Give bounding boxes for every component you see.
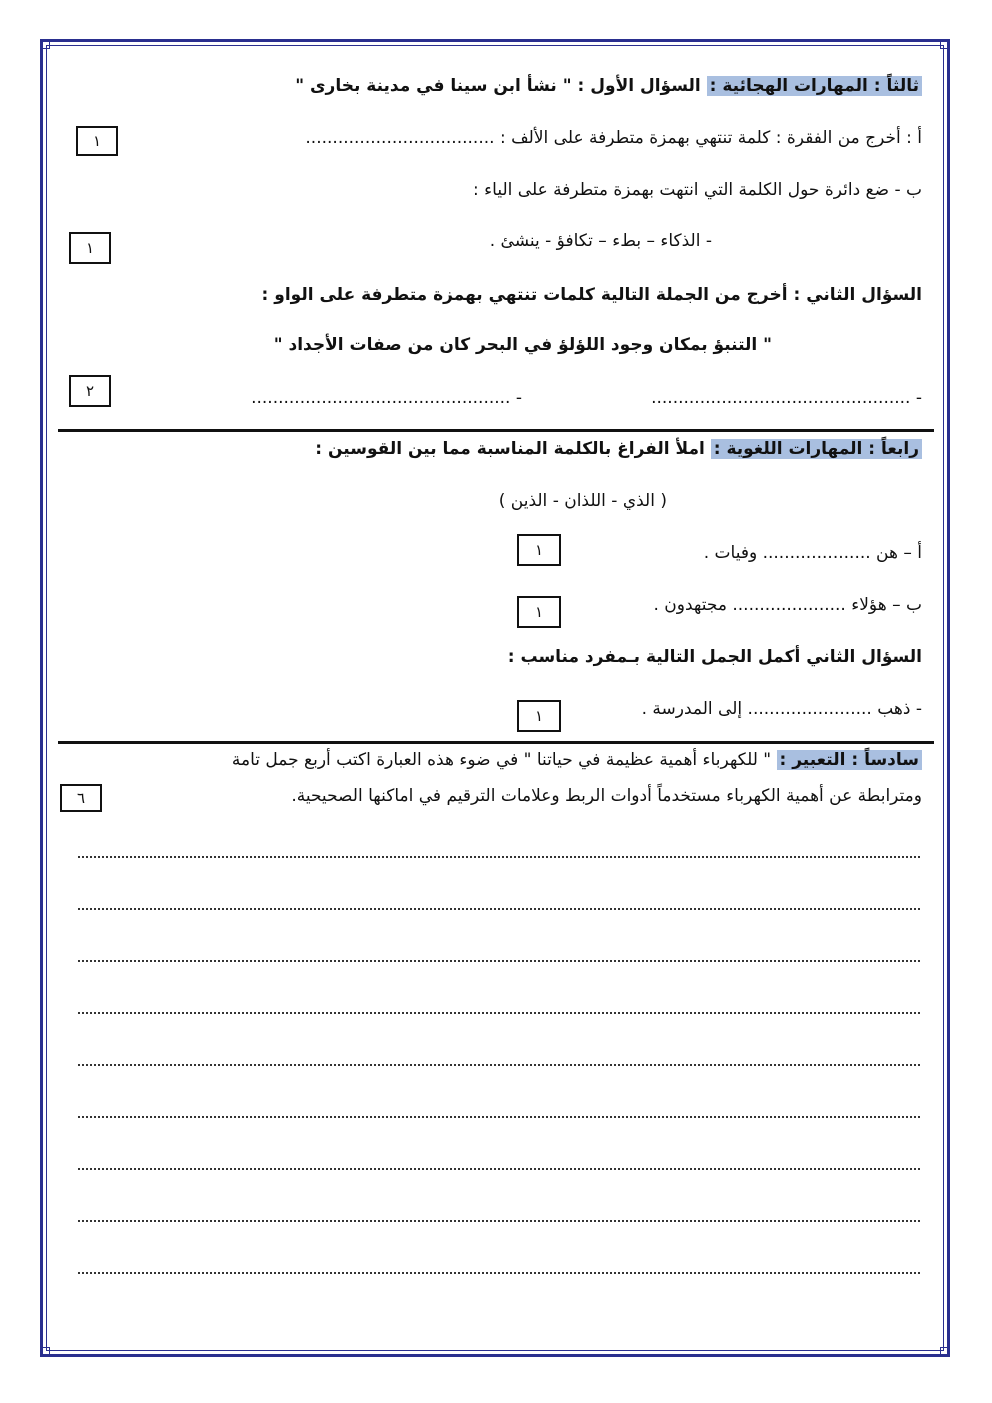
- section3-title-line: [295, 74, 922, 98]
- mark-box: ١: [76, 126, 118, 156]
- writing-line[interactable]: [78, 856, 920, 858]
- section4-a-text[interactable]: أ – هن .................... وفيات .: [703, 543, 922, 563]
- section4-title-line: [315, 437, 922, 461]
- section6-prompt-text: " للكهرباء أهمية عظيمة في حياتنا " في ضوء هذه العبارة اكتب أربع جمل تامة: [231, 750, 772, 770]
- section3-q1-label: السؤال الأول :: [577, 76, 701, 96]
- writing-line[interactable]: [78, 1272, 920, 1274]
- writing-line[interactable]: [78, 1220, 920, 1222]
- section4-b-text[interactable]: ب – هؤلاء ..................... مجتهدون .: [653, 595, 922, 615]
- corner-ornament: [40, 1347, 50, 1357]
- mark-box: ١: [517, 534, 561, 566]
- writing-line[interactable]: [78, 1064, 920, 1066]
- mark-box: ٢: [69, 375, 111, 407]
- section3-b-options[interactable]: - الذكاء – بطء – تكافؤ - ينشئ .: [489, 231, 712, 251]
- section3-b-text: ب - ضع دائرة حول الكلمة التي انتهت بهمزة متطرفة على الياء :: [473, 180, 922, 200]
- section4-q2-item[interactable]: - ذهب ....................... إلى المدرسة .: [641, 699, 922, 719]
- section4-choices: ( الذي - اللذان - الذين ): [498, 491, 667, 511]
- answer-blank[interactable]: - ................................................: [651, 388, 922, 408]
- mark-box: ١: [517, 700, 561, 732]
- section6-heading: سادساً : التعبير :: [777, 750, 922, 770]
- mark-box: ٦: [60, 784, 102, 812]
- section3-q2-sentence: " التنبؤ بمكان وجود اللؤلؤ في البحر كان من صفات الأجداد ": [273, 335, 772, 355]
- section3-heading: ثالثاً : المهارات الهجائية :: [707, 76, 922, 96]
- section4-q2-label: السؤال الثاني أكمل الجمل التالية بـمفرد مناسب :: [507, 647, 922, 667]
- writing-line[interactable]: [78, 1168, 920, 1170]
- section-divider: [58, 429, 934, 432]
- section4-heading: رابعاً : المهارات اللغوية :: [711, 439, 922, 459]
- section3-q1-passage: " نشأ ابن سينا في مدينة بخارى ": [295, 76, 572, 96]
- corner-ornament: [940, 39, 950, 49]
- mark-box: ١: [69, 232, 111, 264]
- answer-blank[interactable]: - ................................................: [251, 388, 522, 408]
- section6-prompt-line2: ومترابطة عن أهمية الكهرباء مستخدماً أدوات الربط وعلامات الترقيم في اماكنها الصحيحية.: [291, 786, 922, 806]
- section-divider: [58, 741, 934, 744]
- section4-instruction: املأ الفراغ بالكلمة المناسبة مما بين القوسين :: [315, 439, 705, 459]
- corner-ornament: [940, 1347, 950, 1357]
- section3-a-line: [305, 126, 922, 150]
- section3-q2-label: السؤال الثاني : أخرج من الجملة التالية كلمات تنتهي بهمزة متطرفة على الواو :: [261, 285, 922, 305]
- mark-box: ١: [517, 596, 561, 628]
- writing-line[interactable]: [78, 1116, 920, 1118]
- writing-line[interactable]: [78, 960, 920, 962]
- section6-prompt-line1: [232, 748, 922, 772]
- section3-a-text: أ : أخرج من الفقرة : كلمة تنتهي بهمزة متطرفة على الألف :: [499, 128, 922, 148]
- writing-line[interactable]: [78, 908, 920, 910]
- writing-line[interactable]: [78, 1012, 920, 1014]
- corner-ornament: [40, 39, 50, 49]
- answer-blank[interactable]: ...................................: [305, 128, 495, 148]
